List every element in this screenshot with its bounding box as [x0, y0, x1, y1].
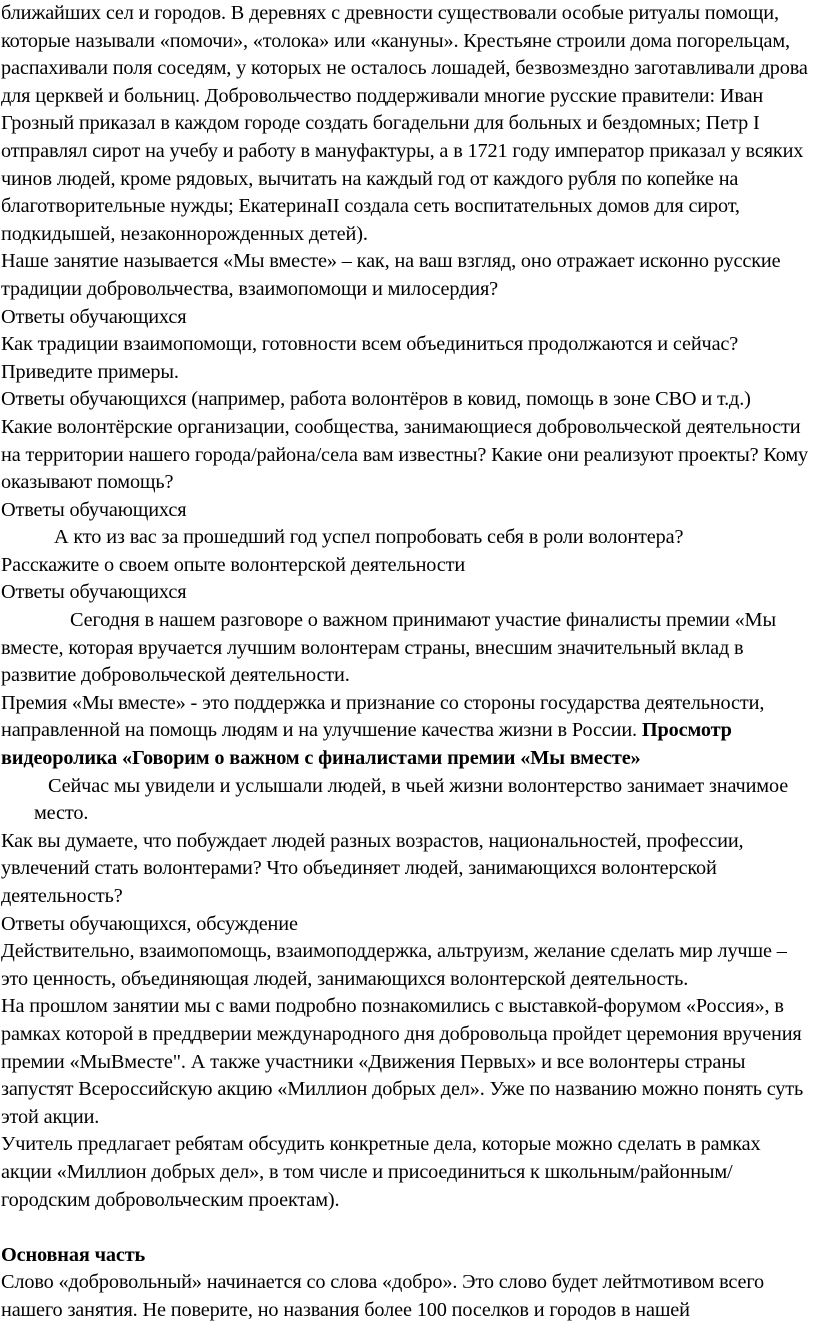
- paragraph-video-reflection: Сейчас мы увидели и услышали людей, в чьей жизни волонтерство занимает значимое место.: [34, 774, 789, 825]
- blank-line: [1, 1214, 812, 1242]
- paragraph-lesson-question: Наше занятие называется «Мы вместе» – как, на ваш взгляд, оно отражает исконно русские традиции добровольчества, взаимопомощи и милосердия?: [1, 250, 781, 300]
- paragraph-student-answers: Ответы обучающихся: [1, 498, 187, 521]
- paragraph-student-answers-examples: Ответы обучающихся (например, работа волонтёров в ковид, помощь в зоне СВО и т.д.): [1, 388, 751, 411]
- paragraph-award-description: [1, 690, 812, 773]
- paragraph-finalists-intro: Сегодня в нашем разговоре о важном принимают участие финалисты премии «Мы вместе, которая вручается лучшим волонтерам страны, внесшим значительный вклад в развитие добровольческой деятельности.: [1, 609, 776, 687]
- paragraph-values-statement: Действительно, взаимопомощь, взаимоподдержка, альтруизм, желание сделать мир лучше – это ценность, объединяющая людей, занимающихся волонтерской деятельность.: [1, 940, 787, 990]
- paragraph-history-volunteering: ближайших сел и городов. В деревнях с древности существовали особые ритуалы помощи, которые называли «помочи», «толока» или «кануны». Крестьяне строили дома погорельцам, распахивали поля соседям, у которых не осталось лошадей, безвозмездно заготавливали дрова для церквей и больниц. Добровольчество поддерживали многие русские правители: Иван Грозный приказал в каждом городе создать богадельни для больных и бездомных; Петр I отправлял сирот на учебу и работу в мануфактуры, а в 1721 году император приказал у всяких чинов людей, кроме рядовых, вычитать на каждый год от каждого рубля по копейке на благотворительные нужды; ЕкатеринаII создала сеть воспитательных домов для сирот, подкидышей, незаконнорожденных детей).: [1, 2, 808, 245]
- paragraph-share-experience: Расскажите о своем опыте волонтерской деятельности: [1, 553, 466, 576]
- paragraph-volunteer-try-question: А кто из вас за прошедший год успел попробовать себя в роли волонтера?: [54, 526, 684, 549]
- video-viewing-heading: Просмотр видеоролика «Говорим о важном с финалистами премии «Мы вместе»: [1, 719, 732, 770]
- paragraph-motivation-question: Как вы думаете, что побуждает людей разных возрастов, национальностей, профессии, увлечений стать волонтерами? Что объединяет людей, занимающихся волонтерской деятельность?: [1, 829, 744, 907]
- paragraph-organizations-question: Какие волонтёрские организации, сообщества, занимающиеся добровольческой деятельности на территории нашего города/района/села вам известны? Какие они реализуют проекты? Кому оказывают помощь?: [1, 415, 808, 494]
- paragraph-forum-russia: На прошлом занятии мы с вами подробно познакомились с выставкой-форумом «Россия», в рамках которой в преддверии международного дня добровольца пройдет церемония вручения премии «МыВместе". А также участники «Движения Первых» и все волонтеры страны запустят Всероссийскую акцию «Миллион добрых дел». Уже по названию можно понять суть этой акции.: [1, 995, 804, 1128]
- paragraph-student-answers: Ответы обучающихся: [1, 581, 187, 604]
- main-part-title: Основная часть: [1, 1243, 146, 1266]
- award-description-text: Премия «Мы вместе» - это поддержка и признание со стороны государства деятельности, направленной на помощь людям и на улучшение качества жизни в России.: [1, 691, 765, 742]
- paragraph-traditions-question: Как традиции взаимопомощи, готовности всем объединиться продолжаются и сейчас? Приведите примеры.: [1, 333, 739, 383]
- section-heading-main-part: [1, 1242, 812, 1270]
- paragraph-student-answers-discussion: Ответы обучающихся, обсуждение: [1, 912, 298, 935]
- paragraph-student-answers: Ответы обучающихся: [1, 305, 187, 328]
- paragraph-word-kindness: Слово «добровольный» начинается со слова «добро». Это слово будет лейтмотивом всего нашего занятия. Не поверите, но названия более 100 поселков и городов в нашей: [1, 1271, 765, 1321]
- paragraph-teacher-proposal: Учитель предлагает ребятам обсудить конкретные дела, которые можно сделать в рамках акции «Миллион добрых дел», в том числе и присоединиться к школьным/районным/городским добровольческим проектам).: [1, 1133, 761, 1211]
